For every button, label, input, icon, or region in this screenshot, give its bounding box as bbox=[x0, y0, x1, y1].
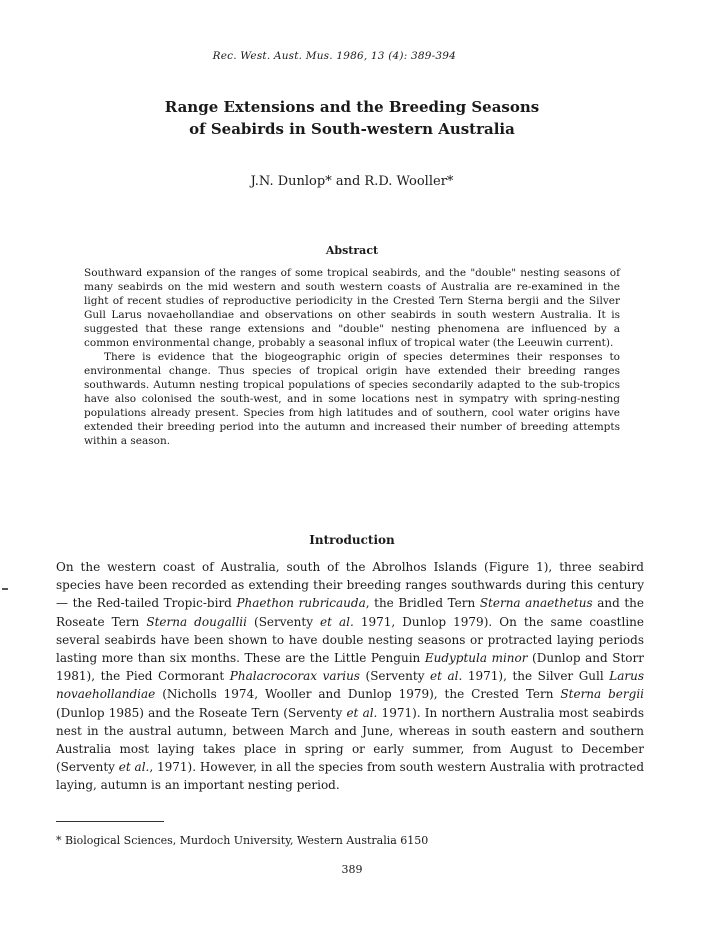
author-list: J.N. Dunlop* and R.D. Wooller* bbox=[250, 174, 454, 189]
species-name: Sterna dougallii bbox=[146, 614, 247, 629]
intro-text-run: (Nicholls 1974, Wooller and Dunlop 1979), the Crested Tern bbox=[155, 687, 561, 702]
species-name: Sterna anaethetus bbox=[479, 596, 593, 611]
paper-title bbox=[0, 96, 704, 140]
intro-text-run: On the western coast of Australia, south of the Abrolhos Islands (Figure 1), three seabird species have been recorded as extending their breeding ranges southwards during this century — the Red-tailed Tropic-bird bbox=[56, 560, 644, 611]
species-name: Phaethon rubricauda bbox=[236, 596, 366, 611]
abstract-heading: Abstract bbox=[325, 244, 379, 257]
species-name: Eudyptula minor bbox=[424, 651, 528, 666]
page-number: 389 bbox=[341, 863, 363, 876]
introduction-heading: Introduction bbox=[309, 533, 395, 547]
species-name: et al. bbox=[118, 760, 150, 775]
species-name: et al. bbox=[346, 705, 378, 720]
intro-text-run: , the Bridled Tern bbox=[365, 596, 480, 611]
journal-reference: Rec. West. Aust. Mus. 1986, 13 (4): 389-394 bbox=[212, 50, 456, 62]
intro-text-run: , 1971). However, in all the species from south western Australia with protracted laying, autumn is an important nesting period. bbox=[56, 760, 645, 793]
intro-text-run: and the Roseate Tern bbox=[56, 596, 645, 629]
scan-margin-mark bbox=[2, 588, 8, 590]
intro-text-run: 1971). In northern Australia most seabirds nest in the austral autumn, between March and June, whereas in south eastern and southern Australia most laying takes place in spring or early summer, from August to December (Serventy bbox=[56, 705, 644, 775]
intro-text-run: (Serventy bbox=[246, 614, 321, 629]
intro-text-run: 1971), the Silver Gull bbox=[462, 669, 610, 684]
abstract-paragraph-2: There is evidence that the biogeographic origin of species determines their responses to environmental change. Thus species of tropical origin have extended their breeding ranges southwards. Autumn nesting tropical populations of species secondarily adapted to the sub-tropics have also colonised the south-west, and in some locations nest in sympatry with spring-nesting populations already present. Species from high latitudes and of southern, cool water origins have extended their breeding period into the autumn and increased their number of breeding attempts within a season. bbox=[84, 351, 620, 447]
footnote-divider bbox=[56, 821, 164, 822]
abstract-body bbox=[84, 266, 620, 448]
species-name: et al. bbox=[430, 669, 463, 684]
species-name: et al. bbox=[320, 614, 354, 629]
abstract-paragraph-1: Southward expansion of the ranges of some tropical seabirds, and the "double" nesting seasons of many seabirds on the mid western and south western coasts of Australia are re-examined in the light of recent studies of reproductive periodicity in the Crested Tern Sterna bergii and the Silver Gull Larus novaehollandiae and observations on other seabirds in south western Australia. It is suggested that these range extensions and "double" nesting phenomena are influenced by a common environmental change, probably a seasonal influx of tropical water (the Leeuwin current). bbox=[84, 267, 620, 349]
species-name: Phalacrocorax varius bbox=[229, 669, 360, 684]
title-line-2: of Seabirds in South-western Australia bbox=[189, 120, 515, 138]
intro-text-run: (Dunlop and Storr 1981), the Pied Cormorant bbox=[56, 651, 644, 684]
footnote: * Biological Sciences, Murdoch University, Western Australia 6150 bbox=[56, 834, 429, 847]
species-name: Sterna bergii bbox=[560, 687, 644, 702]
intro-text-run: (Dunlop 1985) and the Roseate Tern (Serventy bbox=[56, 705, 347, 720]
intro-text-run: 1971, Dunlop 1979). On the same coastline several seabirds have been shown to have double nesting seasons or protracted laying periods lasting more than six months. These are the Little Penguin bbox=[56, 614, 644, 666]
title-line-1: Range Extensions and the Breeding Seasons bbox=[164, 98, 540, 116]
intro-text-run: (Serventy bbox=[359, 669, 431, 684]
introduction-paragraph bbox=[56, 558, 644, 795]
species-name: Larus novaehollandiae bbox=[56, 669, 645, 702]
